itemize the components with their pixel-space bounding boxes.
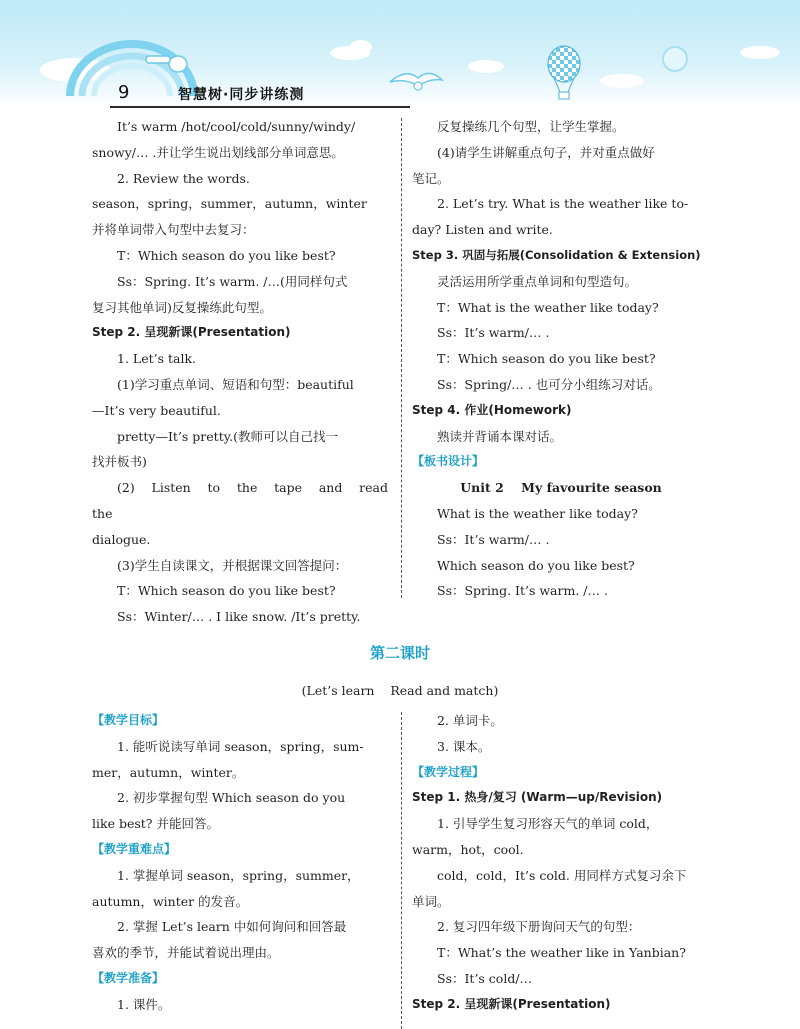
text-line: It’s warm /hot/cool/cold/sunny/windy/ [117,119,356,134]
text-line: snowy/… .并让学生说出划线部分单词意思。 [92,144,344,160]
text-line: Ss：It’s warm/… . [437,325,550,341]
text-line: What is the weather like today? [437,505,638,521]
board-title: Unit 2 My favourite season [460,480,662,496]
text-line: 复习其他单词)反复操练此句型。 [92,299,272,315]
step-heading: Step 2. 呈现新课(Presentation) [92,325,291,340]
column-divider [401,712,402,1029]
cloud-decoration [600,74,644,88]
text-line: autumn，winter 的发音。 [92,893,249,909]
column-divider [401,118,402,598]
text-line: mer，autumn，winter。 [92,764,245,780]
text-line: cold，cold，It’s cold. 用同样方式复习余下 [437,867,687,883]
text-line: like best? 并能回答。 [92,816,219,832]
section-tag: 【教学目标】 [92,713,165,727]
text-line: 找并板书) [92,454,147,470]
text-line: 1. 掌握单词 season，spring，summer， [117,867,360,883]
page-number: 9 [118,82,130,103]
text-line: 1. 能听说读写单词 season，spring，sum- [117,738,364,754]
text-line: (1)学习重点单词、短语和句型：beautiful [117,376,354,392]
step-heading: Step 3. 巩固与拓展(Consolidation & Extension) [412,247,701,262]
text-line: 1. 引导学生复习形容天气的单词 cold， [437,816,659,832]
top-right-column [412,114,710,604]
section-tag: 【板书设计】 [412,454,485,469]
hot-air-balloon-icon [544,44,584,104]
text-line: 3. 课本。 [437,738,491,754]
text-line: dialogue. [92,531,151,547]
text-line: Which season do you like best? [437,557,635,573]
text-line: 并将单词带入句型中去复习： [92,222,255,238]
header-underline [110,106,410,108]
section-title: 第二课时 [369,644,430,662]
cloud-decoration [350,40,372,54]
book-title: 智慧树·同步讲练测 [178,87,305,103]
text-line: (2) Listen to the tape and read the [92,480,388,521]
text-line: 笔记。 [412,170,450,186]
sun-icon [662,46,688,72]
text-line: 熟读并背诵本课对话。 [437,428,563,444]
text-line: 2. 单词卡。 [437,713,503,728]
text-line: 2. 初步掌握句型 Which season do you [117,790,346,806]
text-line: 喜欢的季节，并能试着说出理由。 [92,945,280,961]
text-line: Ss：Spring. It’s warm. /… . [437,583,608,599]
text-line: 2. 复习四年级下册询问天气的句型： [437,919,641,935]
section-subtitle: (Let’s learn Read and match) [301,683,499,698]
text-line: T：Which season do you like best? [117,583,336,599]
text-line: Ss：Winter/… . I like snow. /It’s pretty. [117,609,361,625]
top-left-column [92,114,388,630]
section-tag: 【教学准备】 [92,970,165,985]
cloud-decoration [740,46,780,59]
text-line: T：What’s the weather like in Yanbian? [437,945,686,961]
header-banner [0,0,800,108]
text-line: day? Listen and write. [412,222,553,238]
text-line: season，spring，summer，autumn，winter [92,196,367,212]
text-line: 2. 掌握 Let’s learn 中如何询问和回答最 [117,919,347,935]
cloud-decoration [468,60,504,73]
text-line: T：Which season do you like best? [117,247,336,263]
text-line: T：What is the weather like today? [437,299,659,315]
step-heading: Step 2. 呈现新课(Presentation) [412,996,611,1011]
text-line: (4)请学生讲解重点句子，并对重点做好 [437,144,655,160]
text-line: Ss：It’s warm/… . [437,531,550,547]
text-line: Ss：It’s cold/… [437,970,533,986]
text-line: pretty—It’s pretty.(教师可以自己找一 [117,428,338,444]
step-heading: Step 4. 作业(Homework) [412,402,572,417]
text-line: 1. Let’s talk. [117,351,197,367]
text-line: Ss：Spring. It’s warm. /…(用同样句式 [117,273,348,289]
bird-icon [386,64,446,98]
text-line: Ss：Spring/… . 也可分小组练习对话。 [437,376,661,392]
bottom-left-column [92,708,388,1018]
section-tag: 【教学重难点】 [92,841,177,856]
text-line: 灵活运用所学重点单词和句型造句。 [437,273,638,289]
text-line: 反复操练几个句型，让学生掌握。 [437,119,625,134]
text-line: 单词。 [412,893,450,909]
text-line: 2. Review the words. [117,170,250,186]
text-line: —It’s very beautiful. [92,402,221,418]
text-line: 2. Let’s try. What is the weather like to- [437,196,689,212]
text-line: T：Which season do you like best? [437,351,656,367]
text-line: (3)学生自读课文，并根据课文回答提问： [117,557,348,573]
text-line: 1. 课件。 [117,996,171,1012]
text-line: warm，hot，cool. [412,841,524,857]
bottom-right-column [412,708,710,1018]
step-heading: Step 1. 热身/复习 (Warm—up/Revision) [412,790,663,805]
section-tag: 【教学过程】 [412,764,485,779]
